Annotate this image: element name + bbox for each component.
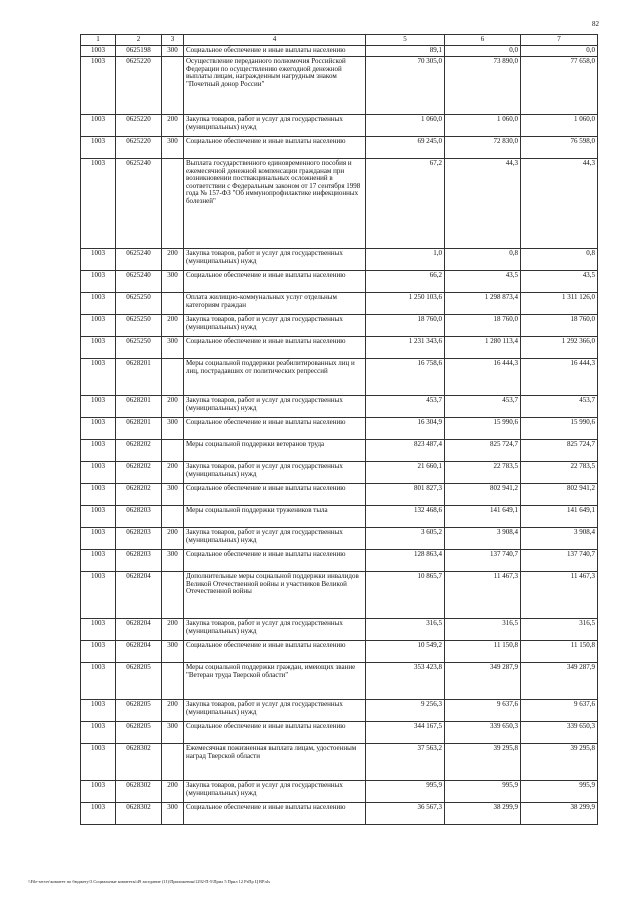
cell-c7: 9 637,6 [521, 700, 598, 722]
cell-c7: 16 444,3 [521, 359, 598, 396]
cell-c4: Меры социальной поддержки ветеранов труда [184, 440, 366, 462]
cell-c4: Социальное обеспечение и иные выплаты населению [184, 484, 366, 506]
cell-c2: 0625250 [116, 315, 162, 337]
cell-c6: 995,9 [445, 781, 521, 803]
cell-c7: 141 649,1 [521, 506, 598, 528]
cell-c2: 0625220 [116, 57, 162, 115]
cell-c3 [162, 572, 184, 619]
cell-c5: 36 567,3 [366, 803, 445, 825]
cell-c5: 21 660,1 [366, 462, 445, 484]
cell-c4: Закупка товаров, работ и услуг для государственных (муниципальных) нужд [184, 249, 366, 271]
table-row [81, 722, 598, 744]
cell-c6: 1 298 873,4 [445, 293, 521, 315]
table-row [81, 462, 598, 484]
cell-c7: 825 724,7 [521, 440, 598, 462]
cell-c6: 43,5 [445, 271, 521, 293]
cell-c4: Закупка товаров, работ и услуг для государственных (муниципальных) нужд [184, 619, 366, 641]
cell-c6: 316,5 [445, 619, 521, 641]
cell-c6: 44,3 [445, 159, 521, 249]
column-header: 5 [366, 35, 445, 46]
cell-c7: 18 760,0 [521, 315, 598, 337]
table-row [81, 359, 598, 396]
cell-c7: 1 292 366,0 [521, 337, 598, 359]
cell-c5: 70 305,0 [366, 57, 445, 115]
cell-c2: 0628204 [116, 619, 162, 641]
cell-c2: 0628302 [116, 803, 162, 825]
column-header: 3 [162, 35, 184, 46]
cell-c4: Осуществление переданного полномочия Российской Федерации по осуществлению ежегодной денежной выплаты лицам, награжденным нагрудным знаком "Почетный донор России" [184, 57, 366, 115]
cell-c3 [162, 159, 184, 249]
cell-c4: Социальное обеспечение и иные выплаты населению [184, 641, 366, 663]
cell-c3 [162, 359, 184, 396]
cell-c3: 200 [162, 781, 184, 803]
cell-c7: 349 287,9 [521, 663, 598, 700]
column-header: 7 [521, 35, 598, 46]
cell-c2: 0628205 [116, 722, 162, 744]
cell-c5: 316,5 [366, 619, 445, 641]
cell-c2: 0625240 [116, 159, 162, 249]
cell-c5: 1 231 343,6 [366, 337, 445, 359]
cell-c2: 0628202 [116, 484, 162, 506]
cell-c1: 1003 [81, 484, 116, 506]
table-row [81, 57, 598, 115]
cell-c3: 200 [162, 462, 184, 484]
cell-c5: 66,2 [366, 271, 445, 293]
cell-c1: 1003 [81, 572, 116, 619]
cell-c7: 137 740,7 [521, 550, 598, 572]
cell-c2: 0628204 [116, 641, 162, 663]
cell-c5: 353 423,8 [366, 663, 445, 700]
cell-c5: 18 760,0 [366, 315, 445, 337]
cell-c6: 38 299,9 [445, 803, 521, 825]
cell-c4: Закупка товаров, работ и услуг для государственных (муниципальных) нужд [184, 115, 366, 137]
cell-c5: 10 865,7 [366, 572, 445, 619]
cell-c1: 1003 [81, 619, 116, 641]
cell-c5: 128 863,4 [366, 550, 445, 572]
table-row [81, 115, 598, 137]
table-row [81, 550, 598, 572]
cell-c6: 1 280 113,4 [445, 337, 521, 359]
cell-c3: 200 [162, 115, 184, 137]
cell-c2: 0628203 [116, 550, 162, 572]
cell-c5: 9 256,3 [366, 700, 445, 722]
cell-c4: Социальное обеспечение и иные выплаты населению [184, 337, 366, 359]
cell-c3: 200 [162, 528, 184, 550]
cell-c1: 1003 [81, 396, 116, 418]
cell-c2: 0628302 [116, 744, 162, 781]
cell-c2: 0628201 [116, 418, 162, 440]
cell-c5: 1 060,0 [366, 115, 445, 137]
cell-c5: 1,0 [366, 249, 445, 271]
cell-c6: 339 650,3 [445, 722, 521, 744]
cell-c5: 823 487,4 [366, 440, 445, 462]
cell-c1: 1003 [81, 418, 116, 440]
table-row [81, 440, 598, 462]
cell-c3: 300 [162, 641, 184, 663]
cell-c3: 300 [162, 550, 184, 572]
cell-c1: 1003 [81, 550, 116, 572]
table-row [81, 781, 598, 803]
cell-c4: Социальное обеспечение и иные выплаты населению [184, 46, 366, 57]
column-header: 4 [184, 35, 366, 46]
table-row [81, 337, 598, 359]
cell-c2: 0628302 [116, 781, 162, 803]
cell-c2: 0625220 [116, 115, 162, 137]
cell-c3: 300 [162, 137, 184, 159]
cell-c2: 0625240 [116, 271, 162, 293]
table-row [81, 641, 598, 663]
cell-c4: Закупка товаров, работ и услуг для государственных (муниципальных) нужд [184, 528, 366, 550]
cell-c4: Меры социальной поддержки граждан, имеющих звание "Ветеран труда Тверской области" [184, 663, 366, 700]
cell-c3: 300 [162, 46, 184, 57]
cell-c3 [162, 744, 184, 781]
file-path-footer: \\File-server\комитет по бюджету\3 Социальные комитеты\49 заседание (11)\Приложения\1292-П-5\Прил 5 Прил 12 РзПр Ц ВР.xls [28, 879, 271, 884]
cell-c4: Закупка товаров, работ и услуг для государственных (муниципальных) нужд [184, 462, 366, 484]
cell-c4: Выплата государственного единовременного пособия и ежемесячной денежной компенсации гражданам при возникновении поствакцинальных осложнений в соответствии с Федеральным законом от 17 сентября 1998 года № 157-ФЗ "Об иммунопрофилактике инфекционных болезней" [184, 159, 366, 249]
cell-c7: 11 467,3 [521, 572, 598, 619]
cell-c5: 69 245,0 [366, 137, 445, 159]
cell-c3 [162, 293, 184, 315]
cell-c5: 16 304,9 [366, 418, 445, 440]
cell-c1: 1003 [81, 137, 116, 159]
cell-c5: 67,2 [366, 159, 445, 249]
table-row [81, 315, 598, 337]
cell-c2: 0625250 [116, 337, 162, 359]
column-header: 6 [445, 35, 521, 46]
cell-c7: 339 650,3 [521, 722, 598, 744]
table-row [81, 46, 598, 57]
cell-c6: 453,7 [445, 396, 521, 418]
cell-c6: 9 637,6 [445, 700, 521, 722]
cell-c3: 200 [162, 396, 184, 418]
cell-c7: 39 295,8 [521, 744, 598, 781]
cell-c6: 141 649,1 [445, 506, 521, 528]
cell-c6: 11 150,8 [445, 641, 521, 663]
cell-c2: 0628203 [116, 506, 162, 528]
cell-c3: 300 [162, 722, 184, 744]
cell-c6: 825 724,7 [445, 440, 521, 462]
cell-c3: 200 [162, 700, 184, 722]
cell-c4: Закупка товаров, работ и услуг для государственных (муниципальных) нужд [184, 700, 366, 722]
cell-c7: 453,7 [521, 396, 598, 418]
cell-c2: 0628201 [116, 359, 162, 396]
cell-c1: 1003 [81, 641, 116, 663]
table-row [81, 663, 598, 700]
cell-c7: 22 783,5 [521, 462, 598, 484]
cell-c7: 15 990,6 [521, 418, 598, 440]
cell-c6: 349 287,9 [445, 663, 521, 700]
table-row [81, 249, 598, 271]
table-header-row [81, 35, 598, 46]
cell-c4: Социальное обеспечение и иные выплаты населению [184, 803, 366, 825]
cell-c1: 1003 [81, 337, 116, 359]
cell-c2: 0628202 [116, 440, 162, 462]
table-row [81, 418, 598, 440]
cell-c5: 132 468,6 [366, 506, 445, 528]
cell-c2: 0628205 [116, 700, 162, 722]
cell-c1: 1003 [81, 722, 116, 744]
cell-c2: 0628203 [116, 528, 162, 550]
cell-c3: 300 [162, 484, 184, 506]
cell-c5: 37 563,2 [366, 744, 445, 781]
cell-c5: 344 167,5 [366, 722, 445, 744]
cell-c1: 1003 [81, 663, 116, 700]
cell-c4: Ежемесячная пожизненная выплата лицам, удостоенным наград Тверской области [184, 744, 366, 781]
cell-c6: 11 467,3 [445, 572, 521, 619]
cell-c7: 77 658,0 [521, 57, 598, 115]
cell-c6: 16 444,3 [445, 359, 521, 396]
table-row [81, 506, 598, 528]
cell-c3: 300 [162, 418, 184, 440]
cell-c6: 3 908,4 [445, 528, 521, 550]
cell-c3: 300 [162, 271, 184, 293]
cell-c4: Социальное обеспечение и иные выплаты населению [184, 722, 366, 744]
cell-c7: 0,0 [521, 46, 598, 57]
cell-c6: 137 740,7 [445, 550, 521, 572]
cell-c5: 10 549,2 [366, 641, 445, 663]
cell-c5: 453,7 [366, 396, 445, 418]
cell-c2: 0628201 [116, 396, 162, 418]
cell-c2: 0628205 [116, 663, 162, 700]
table-body [81, 46, 598, 825]
cell-c4: Меры социальной поддержки тружеников тыла [184, 506, 366, 528]
cell-c2: 0625240 [116, 249, 162, 271]
cell-c5: 995,9 [366, 781, 445, 803]
cell-c3 [162, 57, 184, 115]
table-row [81, 572, 598, 619]
cell-c2: 0628204 [116, 572, 162, 619]
cell-c7: 11 150,8 [521, 641, 598, 663]
cell-c3 [162, 506, 184, 528]
cell-c1: 1003 [81, 359, 116, 396]
cell-c5: 89,1 [366, 46, 445, 57]
cell-c1: 1003 [81, 440, 116, 462]
cell-c4: Закупка товаров, работ и услуг для государственных (муниципальных) нужд [184, 396, 366, 418]
cell-c3: 300 [162, 337, 184, 359]
cell-c2: 0625220 [116, 137, 162, 159]
cell-c6: 72 830,0 [445, 137, 521, 159]
cell-c1: 1003 [81, 249, 116, 271]
cell-c1: 1003 [81, 293, 116, 315]
cell-c3 [162, 440, 184, 462]
cell-c1: 1003 [81, 159, 116, 249]
cell-c4: Закупка товаров, работ и услуг для государственных (муниципальных) нужд [184, 315, 366, 337]
table-row [81, 159, 598, 249]
cell-c1: 1003 [81, 506, 116, 528]
table-row [81, 293, 598, 315]
cell-c4: Оплата жилищно-коммунальных услуг отдельным категориям граждан [184, 293, 366, 315]
cell-c1: 1003 [81, 315, 116, 337]
cell-c7: 44,3 [521, 159, 598, 249]
column-header: 2 [116, 35, 162, 46]
cell-c4: Социальное обеспечение и иные выплаты населению [184, 418, 366, 440]
cell-c2: 0625250 [116, 293, 162, 315]
cell-c4: Закупка товаров, работ и услуг для государственных (муниципальных) нужд [184, 781, 366, 803]
cell-c1: 1003 [81, 803, 116, 825]
cell-c4: Дополнительные меры социальной поддержки инвалидов Великой Отечественной войны и участников Великой Отечественной войны [184, 572, 366, 619]
cell-c4: Социальное обеспечение и иные выплаты населению [184, 550, 366, 572]
cell-c1: 1003 [81, 528, 116, 550]
cell-c7: 3 908,4 [521, 528, 598, 550]
cell-c6: 18 760,0 [445, 315, 521, 337]
table-row [81, 619, 598, 641]
cell-c6: 22 783,5 [445, 462, 521, 484]
cell-c5: 16 758,6 [366, 359, 445, 396]
table-row [81, 137, 598, 159]
cell-c4: Меры социальной поддержки реабилитированных лиц и лиц, пострадавших от политических репрессий [184, 359, 366, 396]
cell-c2: 0625198 [116, 46, 162, 57]
table-row [81, 803, 598, 825]
cell-c7: 1 060,0 [521, 115, 598, 137]
cell-c4: Социальное обеспечение и иные выплаты населению [184, 137, 366, 159]
cell-c1: 1003 [81, 46, 116, 57]
table-row [81, 271, 598, 293]
table-row [81, 700, 598, 722]
cell-c5: 1 250 103,6 [366, 293, 445, 315]
cell-c7: 43,5 [521, 271, 598, 293]
cell-c7: 1 311 126,0 [521, 293, 598, 315]
cell-c6: 1 060,0 [445, 115, 521, 137]
cell-c1: 1003 [81, 781, 116, 803]
column-header: 1 [81, 35, 116, 46]
table-row [81, 484, 598, 506]
cell-c7: 0,8 [521, 249, 598, 271]
cell-c1: 1003 [81, 271, 116, 293]
cell-c1: 1003 [81, 700, 116, 722]
cell-c3: 200 [162, 249, 184, 271]
table-row [81, 396, 598, 418]
cell-c5: 3 605,2 [366, 528, 445, 550]
cell-c7: 995,9 [521, 781, 598, 803]
cell-c6: 73 890,0 [445, 57, 521, 115]
cell-c4: Социальное обеспечение и иные выплаты населению [184, 271, 366, 293]
table-row [81, 744, 598, 781]
cell-c3: 200 [162, 315, 184, 337]
cell-c6: 39 295,8 [445, 744, 521, 781]
cell-c3 [162, 663, 184, 700]
cell-c1: 1003 [81, 744, 116, 781]
cell-c3: 200 [162, 619, 184, 641]
cell-c6: 15 990,6 [445, 418, 521, 440]
cell-c5: 801 827,3 [366, 484, 445, 506]
cell-c6: 802 941,2 [445, 484, 521, 506]
cell-c1: 1003 [81, 115, 116, 137]
table-row [81, 528, 598, 550]
cell-c7: 316,5 [521, 619, 598, 641]
page-number: 82 [592, 20, 599, 28]
cell-c6: 0,0 [445, 46, 521, 57]
cell-c7: 38 299,9 [521, 803, 598, 825]
cell-c2: 0628202 [116, 462, 162, 484]
cell-c7: 802 941,2 [521, 484, 598, 506]
cell-c1: 1003 [81, 462, 116, 484]
cell-c1: 1003 [81, 57, 116, 115]
cell-c7: 76 598,0 [521, 137, 598, 159]
cell-c3: 300 [162, 803, 184, 825]
cell-c6: 0,8 [445, 249, 521, 271]
budget-table [80, 34, 598, 825]
